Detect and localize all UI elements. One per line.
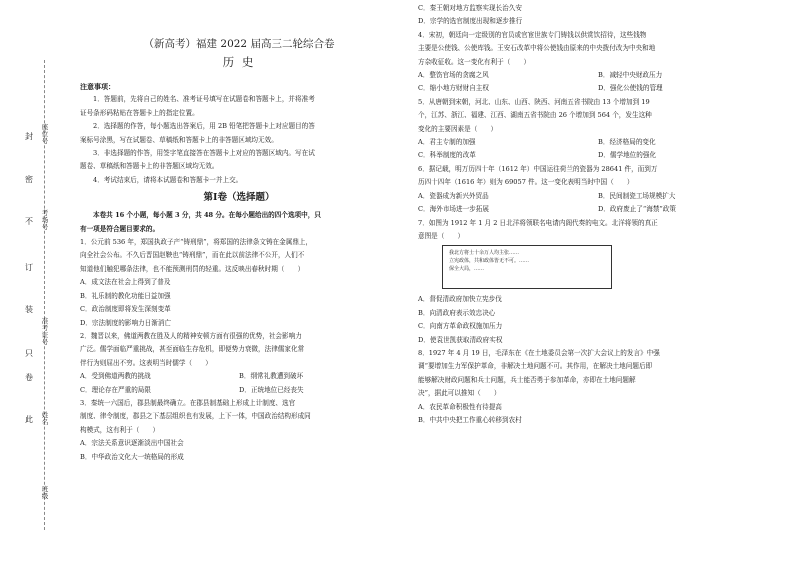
notice-heading: 注意事项：	[80, 82, 115, 91]
notice-line: 1．答题前，先将自己的姓名、准考证号填写在试题卷和答题卡上，并将准考	[93, 95, 315, 104]
question-text: 3．秦统一六国后，郡县制最终确立。在郡县制基础上形成上计制度、选官	[80, 398, 296, 407]
option: B．向清政府表示效忠决心	[418, 308, 496, 317]
option-row	[418, 136, 778, 149]
notice-line: 案标号涂黑，写在试题卷、草稿纸和答题卡上的非答题区域均无效。	[80, 135, 278, 144]
question-text: 变化的主要因素是（ ）	[418, 124, 498, 133]
option: C．政治制度即将发生深刻变革	[80, 305, 171, 314]
section-intro: 有一项是符合题目要求的。	[80, 224, 160, 233]
page-title: （新高考）福建 2022 届高三二轮综合卷	[143, 38, 335, 50]
exam-room-label: 考场号	[41, 209, 49, 231]
option: C．向南方革命政权施加压力	[418, 322, 503, 331]
telegram-figure	[442, 245, 612, 289]
option: B．礼乐制的教化功能日益加强	[80, 291, 171, 300]
right-column	[418, 2, 778, 427]
option: D．宗法制度的影响力日渐消亡	[80, 318, 172, 327]
question-text: 5．从唐朝到宋朝，河北、山东、山西、陕西、河南五省书院由 13 个增加到 19	[418, 97, 650, 106]
option: D．政府废止了“海禁”政策	[598, 205, 676, 214]
question-text: 能够解决财政问题和兵士问题，兵士能否勇于参加革命，亦即在土地问题解	[418, 375, 636, 384]
option: D．使袁世凯获取清政府实权	[418, 335, 503, 344]
option-row	[80, 370, 398, 383]
option: D．儒学地位的强化	[598, 151, 657, 160]
question-text: 知道他们触犯哪条法律，也不能预测刑罚的轻重。这反映出春秋时期（ ）	[80, 264, 305, 273]
section-intro: 本卷共 16 个小题，每小题 3 分，共 48 分。在每小题给出的四个选项中，只	[93, 211, 321, 220]
seal-char: 此	[25, 415, 33, 424]
option: A．督促清政府加快立宪步伐	[418, 295, 502, 304]
seal-char: 封	[25, 132, 33, 141]
question-text: 广泛。儒学面临严重挑战，甚至面临生存危机，即便势力衰微，法律儒家化常	[80, 345, 305, 354]
question-text: 制度、律令制度，郡县之下基层组织也有发展，上下一体，中国政治结构形成同	[80, 412, 311, 421]
question-text: 4．宋初，朝廷向一定级别的官员或官宦世族专门铸钱以供赏饮招待，这些钱物	[418, 30, 647, 39]
option: B．中华政治文化大一统格局的形成	[80, 452, 184, 461]
option: B．纲常礼教遭到破坏	[239, 372, 304, 381]
question-text: 决”，据此可以推知（ ）	[418, 389, 501, 398]
figure-text: 我北方将士十余万人均主张……	[449, 250, 520, 257]
question-text: 向全社会公布。不久后晋国赵鞅也“铸刑鼎”，而在此以前法律不公开，人们不	[80, 251, 305, 260]
option-row	[418, 69, 778, 82]
option-row	[418, 82, 778, 95]
seal-char: 装	[25, 305, 33, 314]
option: B．民间制瓷工场规模扩大	[598, 191, 676, 200]
seat-number-label: 座位号	[41, 123, 49, 145]
option-row	[418, 149, 778, 162]
option: A．君主专制的加强	[418, 138, 476, 147]
figure-text: 保全大局，……	[449, 266, 485, 273]
question-text: 伴行为则屈出不穷。这表明当时儒学（ ）	[80, 358, 212, 367]
binding-margin	[0, 0, 62, 562]
section-title: 第Ⅰ卷（选择题）	[203, 192, 275, 204]
option: C．秦王朝对地方监察实现长治久安	[418, 4, 522, 12]
option-row	[418, 190, 778, 203]
question-text: 7．如图为 1912 年 1 月 2 日北洋将领联名电请内阁代奏的电文。北洋将领的真正	[418, 218, 658, 227]
question-text: 构模式，这有利于（ ）	[80, 425, 160, 434]
option: B．中共中央把工作重心转移到农村	[418, 415, 522, 424]
notice-line: 3．非选择题的作答，用签字笔直接答在答题卡上对应的答题区域内。写在试	[93, 149, 315, 158]
seal-char: 密	[25, 175, 33, 184]
option-row	[418, 203, 778, 216]
option: D．强化公使钱的管理	[598, 84, 663, 93]
option: B．经济格局的变化	[598, 138, 656, 147]
option: C．缩小地方财财自主权	[418, 84, 489, 93]
question-text: 方杂收征收。这一变化有利于（ ）	[418, 57, 531, 66]
name-label: 姓名	[41, 411, 49, 426]
seal-char: 不	[25, 217, 33, 226]
question-text: 调“要增加生力军保护革命，非解决土地问题不可。其作用，在解决土地问题后即	[418, 362, 653, 371]
question-text: 2．魏晋以来，佛道两教在胜及人的精神安顿方面有很强的优势，社会影响力	[80, 331, 302, 340]
figure-text: 立宪政体，共和政体皆无不可。……	[449, 258, 530, 265]
option: A．宗法关系意识逐渐淡出中国社会	[80, 439, 184, 448]
notice-line: 证号条形码粘贴在答题卡上的指定位置。	[80, 108, 199, 117]
question-text: 历四十四年（1616 年）则为 69057 件。这一变化表明当时中国（ ）	[418, 178, 634, 187]
option: C．理论存在严重的局限	[80, 385, 151, 394]
question-text: 8．1927 年 4 月 19 日，毛泽东在《在土地委员会第一次扩大会议上的发言》中强	[418, 348, 660, 357]
option: A．整饬官场的贪腐之风	[418, 71, 489, 80]
admission-number-label: 准考证号	[41, 317, 49, 346]
option: D．正统地位已经丧失	[239, 385, 304, 394]
seal-char: 只	[25, 349, 33, 358]
option: D．宗学的选官制度出现和逐步推行	[418, 17, 523, 26]
option: A．瓷器成为新兴外贸品	[418, 191, 489, 200]
seal-char: 订	[25, 263, 33, 272]
question-text: 个，江苏、浙江、福建、江西、湖南五省书院由 26 个增加到 564 个，发生这种	[418, 111, 652, 120]
subject-title: 历 史	[222, 55, 256, 69]
left-column	[80, 0, 398, 464]
seal-char: 卷	[25, 373, 33, 382]
question-text: 1．公元前 536 年，郑国执政子产“铸刑鼎”，将郑国的法律条文铸在金属鼎上，	[80, 238, 313, 247]
notice-line: 4．考试结束后，请将本试题卷和答题卡一并上交。	[93, 175, 243, 184]
class-label: 班级	[41, 485, 49, 500]
option: A．受到佛道两教的挑战	[80, 372, 151, 381]
option: A．成文法在社会上得到了普及	[80, 278, 171, 287]
option: C．科举制度的改革	[418, 151, 476, 160]
notice-line: 题卷、草稿纸和答题卡上的非答题区域均无效。	[80, 162, 219, 171]
question-text: 意图是（ ）	[418, 231, 465, 240]
option: B．减轻中央财政压力	[598, 71, 663, 80]
question-text: 6．据记载，明万历四十年（1612 年）中国运往荷兰的瓷器为 28641 件，而到万	[418, 164, 658, 173]
option: C．海外市场进一步拓展	[418, 205, 489, 214]
notice-line: 2．选择题的作答，每小题选出答案后，用 2B 铅笔把答题卡上对应题目的答	[93, 122, 315, 131]
option: A．农民革命积极性有待提高	[418, 402, 502, 411]
question-text: 主要是公使钱、公使库钱。王安石改革中将公使钱由原来的中央拨付改为中央和地	[418, 44, 656, 53]
option-row	[80, 384, 398, 397]
